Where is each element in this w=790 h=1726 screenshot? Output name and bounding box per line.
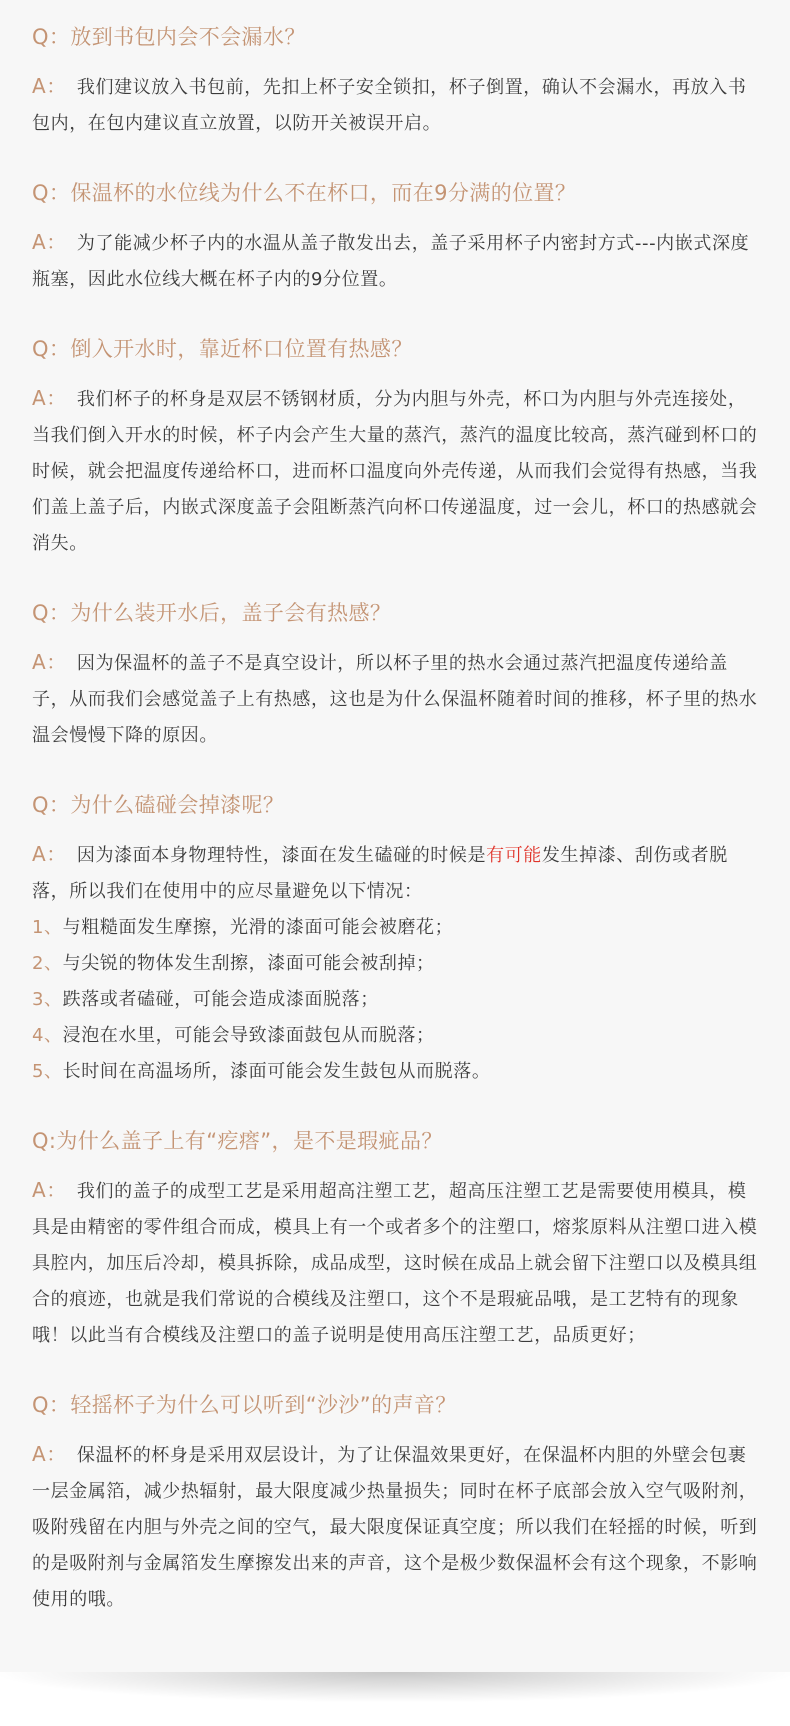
faq-item-lid-heat bbox=[32, 596, 758, 754]
list-text: 长时间在高温场所，漆面可能会发生鼓包从而脱落。 bbox=[62, 1061, 491, 1082]
faq-answer bbox=[32, 1436, 758, 1618]
list-text: 跌落或者磕碰，可能会造成漆面脱落； bbox=[62, 989, 379, 1010]
faq-question: Q：为什么磕碰会掉漆呢？ bbox=[32, 793, 285, 817]
list-number: 1、 bbox=[32, 917, 63, 938]
faq-item-rim-heat bbox=[32, 332, 758, 562]
list-text: 与粗糙面发生摩擦，光滑的漆面可能会被磨花； bbox=[62, 917, 454, 938]
faq-answer bbox=[32, 1172, 758, 1354]
answer-text: 我们建议放入书包前，先扣上杯子安全锁扣，杯子倒置，确认不会漏水，再放入书包内，在包内建议直立放置，以防开关被误开启。 bbox=[32, 77, 747, 134]
answer-text: 保温杯的杯身是采用双层设计，为了让保温效果更好，在保温杯内胆的外壁会包裹一层金属箔，减少热辐射，最大限度减少热量损失；同时在杯子底部会放入空气吸附剂，吸附残留在内胆与外壳之间的空气，最大限度保证真空度；所以我们在轻摇的时候，听到的是吸附剂与金属箔发生摩擦发出来的声音，这个是极少数保温杯会有这个现象，不影响使用的哦。 bbox=[32, 1445, 758, 1610]
answer-text: 我们的盖子的成型工艺是采用超高注塑工艺，超高压注塑工艺是需要使用模具，模具是由精密的零件组合而成，模具上有一个或者多个的注塑口，熔浆原料从注塑口进入模具腔内，加压后冷却，模具拆除，成品成型，这时候在成品上就会留下注塑口以及模具组合的痕迹，也就是我们常说的合模线及注塑口，这个不是瑕疵品哦，是工艺特有的现象哦！以此当有合模线及注塑口的盖子说明是使用高压注塑工艺，品质更好； bbox=[32, 1181, 758, 1346]
answer-label: A： bbox=[32, 842, 67, 866]
faq-item-leak bbox=[32, 20, 758, 142]
faq-item-rattle-sound bbox=[32, 1388, 758, 1618]
faq-answer bbox=[32, 68, 758, 142]
answer-label: A： bbox=[32, 386, 67, 410]
answer-label: A： bbox=[32, 1442, 67, 1466]
answer-text-after: 发生掉漆、刮伤或者脱落，所以我们在使用中的应尽量避免以下情况： bbox=[32, 845, 728, 902]
faq-question: Q：放到书包内会不会漏水？ bbox=[32, 25, 306, 49]
faq-question: Q：倒入开水时，靠近杯口位置有热感？ bbox=[32, 337, 413, 361]
faq-question: Q：轻摇杯子为什么可以听到“沙沙”的声音？ bbox=[32, 1393, 457, 1417]
answer-label: A： bbox=[32, 74, 67, 98]
answer-label: A： bbox=[32, 1178, 67, 1202]
list-text: 浸泡在水里，可能会导致漆面鼓包从而脱落； bbox=[62, 1025, 435, 1046]
faq-answer bbox=[32, 644, 758, 754]
answer-text: 我们杯子的杯身是双层不锈钢材质，分为内胆与外壳，杯口为内胆与外壳连接处，当我们倒入开水的时候，杯子内会产生大量的蒸汽，蒸汽的温度比较高，蒸汽碰到杯口的时候，就会把温度传递给杯口，进而杯口温度向外壳传递，从而我们会觉得有热感，当我们盖上盖子后，内嵌式深度盖子会阻断蒸汽向杯口传递温度，过一会儿，杯口的热感就会消失。 bbox=[32, 389, 758, 554]
faq-question: Q：为什么装开水后，盖子会有热感？ bbox=[32, 601, 392, 625]
list-item bbox=[32, 946, 758, 982]
answer-text-before: 因为漆面本身物理特性，漆面在发生磕碰的时候是 bbox=[76, 845, 487, 866]
faq-question: Q：保温杯的水位线为什么不在杯口，而在9分满的位置？ bbox=[32, 181, 577, 205]
list-item bbox=[32, 1018, 758, 1054]
faq-answer bbox=[32, 224, 758, 298]
list-item bbox=[32, 1054, 758, 1090]
answer-text: 因为保温杯的盖子不是真空设计，所以杯子里的热水会通过蒸汽把温度传递给盖子，从而我们会感觉盖子上有热感，这也是为什么保温杯随着时间的推移，杯子里的热水温会慢慢下降的原因。 bbox=[32, 653, 758, 746]
list-text: 与尖锐的物体发生刮擦，漆面可能会被刮掉； bbox=[62, 953, 435, 974]
faq-item-paint-chip bbox=[32, 788, 758, 1090]
avoid-list bbox=[32, 910, 758, 1090]
list-number: 2、 bbox=[32, 953, 63, 974]
faq-answer bbox=[32, 836, 758, 910]
list-number: 4、 bbox=[32, 1025, 63, 1046]
faq-question: Q:为什么盖子上有“疙瘩”，是不是瑕疵品？ bbox=[32, 1129, 443, 1153]
faq-item-lid-bump bbox=[32, 1124, 758, 1354]
answer-text: 为了能减少杯子内的水温从盖子散发出去，盖子采用杯子内密封方式---内嵌式深度瓶塞，因此水位线大概在杯子内的9分位置。 bbox=[32, 233, 750, 290]
list-number: 5、 bbox=[32, 1061, 63, 1082]
answer-highlight: 有可能 bbox=[486, 845, 542, 866]
answer-label: A： bbox=[32, 650, 67, 674]
list-number: 3、 bbox=[32, 989, 63, 1010]
faq-answer bbox=[32, 380, 758, 562]
card-bottom-shadow bbox=[0, 1672, 790, 1702]
answer-label: A： bbox=[32, 230, 67, 254]
faq-item-water-level bbox=[32, 176, 758, 298]
list-item bbox=[32, 982, 758, 1018]
list-item bbox=[32, 910, 758, 946]
